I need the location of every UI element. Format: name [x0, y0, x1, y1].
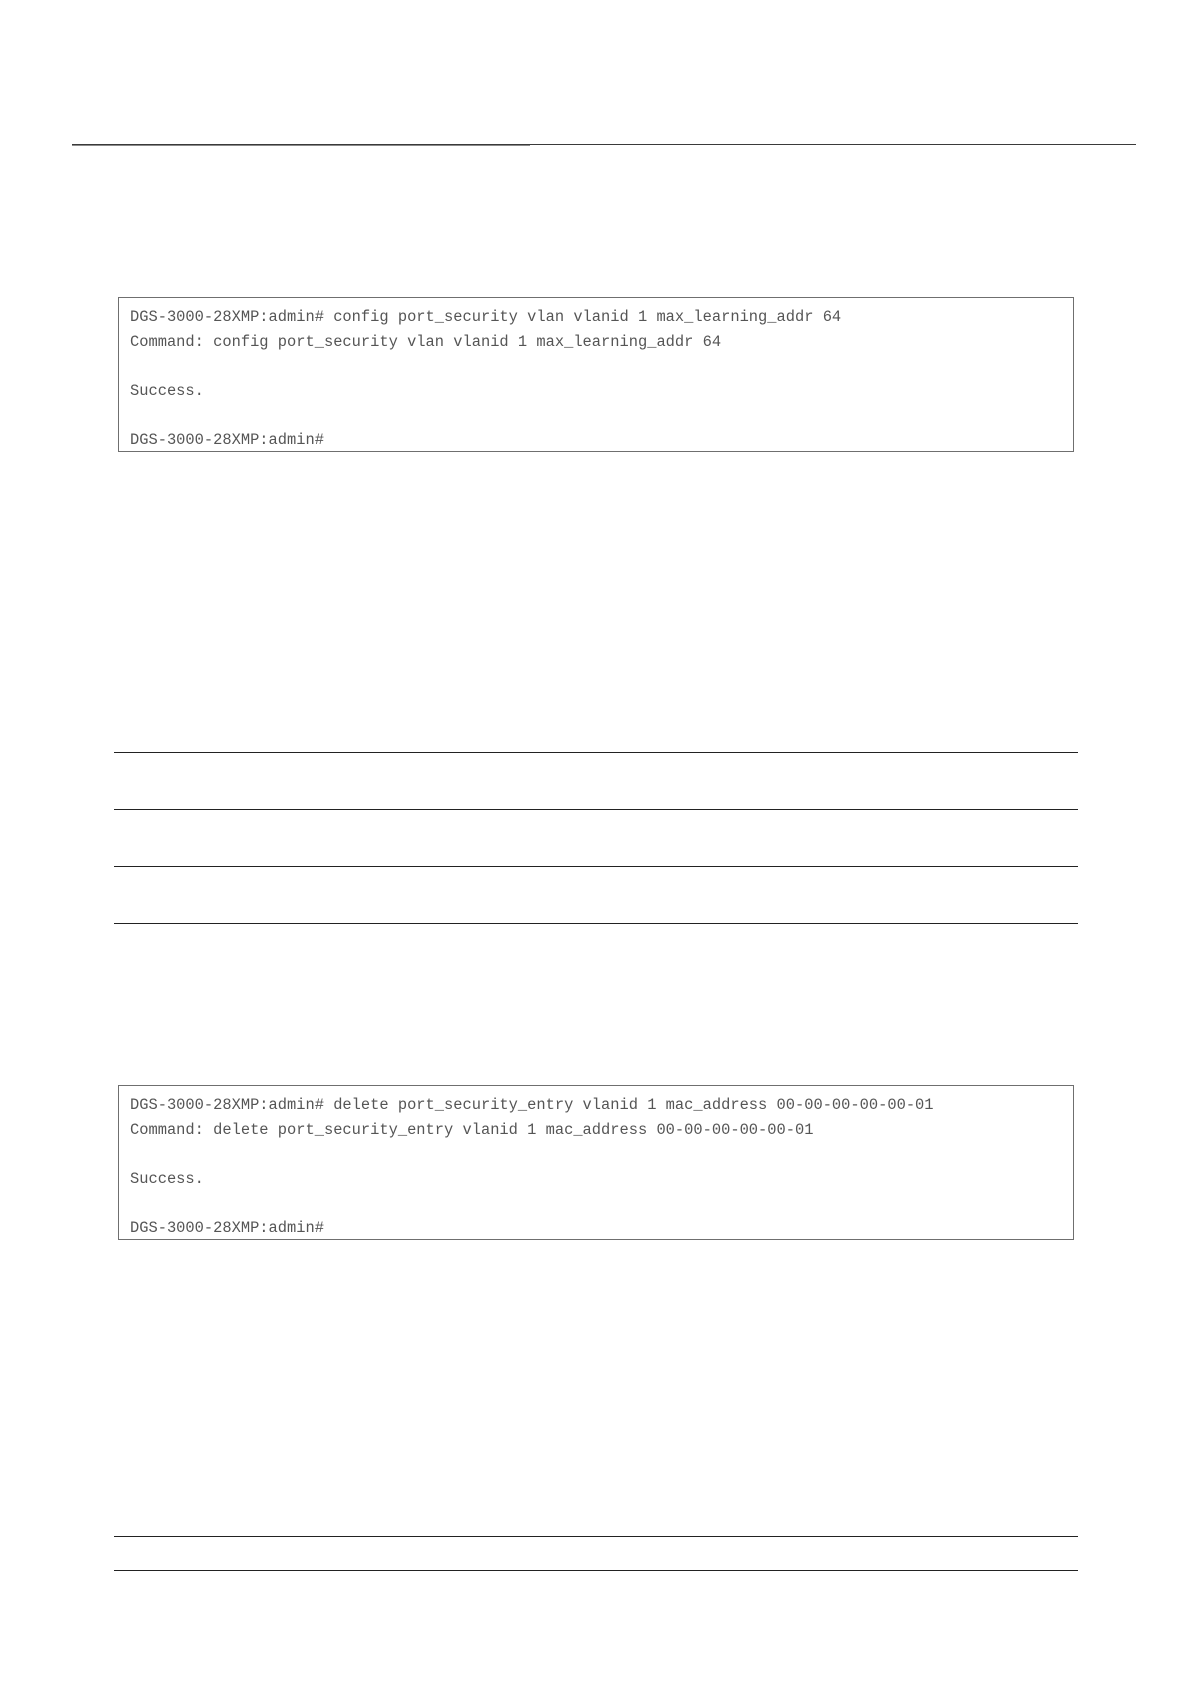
- console-line: Success.: [130, 381, 204, 400]
- console-example-config-port-security: [118, 297, 1074, 452]
- table-rule: [114, 866, 1078, 867]
- console-line: [130, 354, 1062, 379]
- console-line: [130, 403, 1062, 428]
- console-line: DGS-3000-28XMP:admin# delete port_security_entry vlanid 1 mac_address 00-00-00-00-00-01: [130, 1096, 934, 1114]
- console-example-delete-port-security-entry: [118, 1085, 1074, 1240]
- table-rule: [114, 1536, 1078, 1537]
- header-rule-accent: [72, 145, 530, 146]
- console-line: Command: delete port_security_entry vlanid 1 mac_address 00-00-00-00-00-01: [130, 1120, 814, 1139]
- table-rule: [114, 923, 1078, 924]
- console-line: DGS-3000-28XMP:admin# config port_security vlan vlanid 1 max_learning_addr 64: [130, 308, 842, 326]
- table-rule: [114, 1570, 1078, 1571]
- console-line: [130, 1191, 1062, 1216]
- console-line: DGS-3000-28XMP:admin#: [130, 430, 324, 449]
- console-line: Command: config port_security vlan vlanid 1 max_learning_addr 64: [130, 332, 722, 351]
- console-line: [130, 1142, 1062, 1167]
- table-rule: [114, 809, 1078, 810]
- table-rule: [114, 752, 1078, 753]
- console-line: DGS-3000-28XMP:admin#: [130, 1218, 324, 1237]
- console-line: Success.: [130, 1169, 204, 1188]
